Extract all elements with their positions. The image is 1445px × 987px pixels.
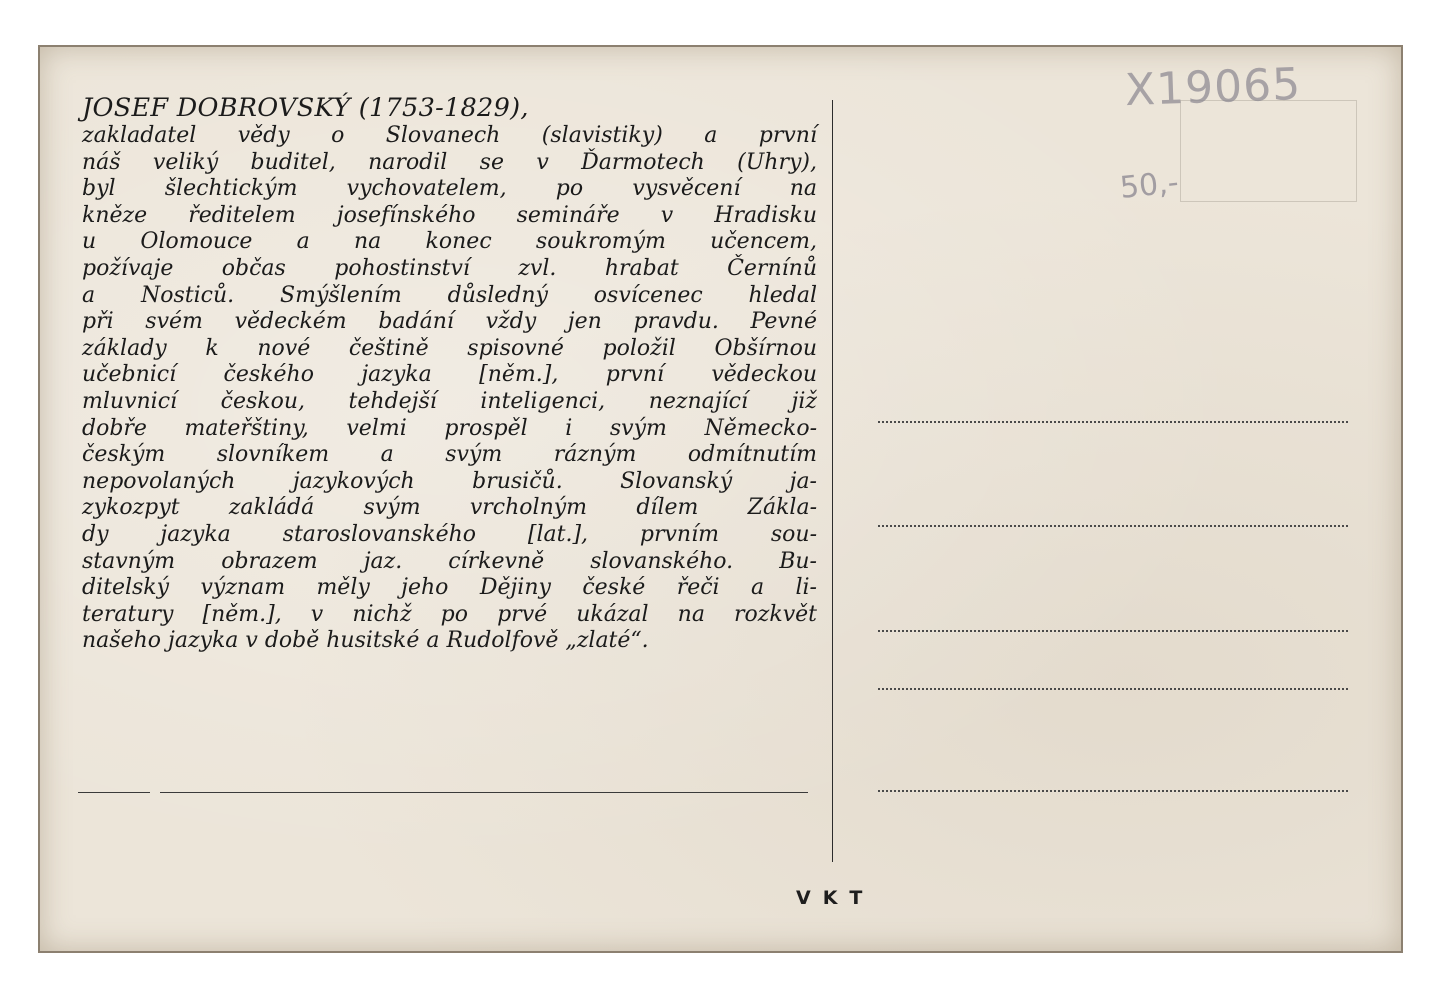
body-text-line: zakladatel vědy o Slovanech (slavistiky) a první bbox=[82, 123, 817, 148]
body-text-line: dy jazyka staroslovanského [lat.], prvním sou- bbox=[82, 521, 817, 547]
body-text-line: zykozpyt zakládá svým vrcholným dílem Zákla- bbox=[82, 495, 817, 521]
postcard-title: JOSEF DOBROVSKÝ (1753-1829), bbox=[82, 93, 529, 123]
bottom-rule-left bbox=[78, 792, 150, 793]
body-text-line: požívaje občas pohostinství zvl. hrabat Černínů bbox=[82, 255, 817, 281]
body-text-line: stavným obrazem jaz. církevně slovanského. Bu- bbox=[82, 548, 817, 574]
stamp-area bbox=[1180, 100, 1357, 202]
body-text-line: a Nosticů. Smýšlením důsledný osvícenec hledal bbox=[82, 282, 817, 308]
body-text-line: ditelský význam měly jeho Dějiny české řeči a li- bbox=[82, 575, 817, 601]
pencil-inventory-number: X19065 bbox=[1124, 58, 1302, 117]
body-text-line: základy k nové češtině spisovné položil Obšírnou bbox=[82, 335, 817, 361]
body-text-line: učebnicí českého jazyka [něm.], první vědeckou bbox=[82, 362, 817, 388]
address-line-3 bbox=[878, 630, 1348, 632]
body-text-line: byl šlechtickým vychovatelem, po vysvěcení na bbox=[82, 176, 817, 202]
body-text-line: náš veliký buditel, narodil se v Ďarmotech (Uhry), bbox=[82, 149, 817, 175]
body-text-line: nepovolaných jazykových brusičů. Slovanský ja- bbox=[82, 468, 817, 494]
body-text-line: mluvnicí českou, tehdejší inteligenci, neznající již bbox=[82, 388, 817, 414]
body-text bbox=[82, 123, 817, 628]
address-line-4 bbox=[878, 688, 1348, 690]
pencil-price-note: 50,- bbox=[1118, 165, 1181, 206]
body-text-line: kněze ředitelem josefínského semináře v Hradisku bbox=[82, 202, 817, 228]
message-text-block bbox=[82, 93, 817, 655]
address-line-2 bbox=[878, 525, 1348, 527]
address-line-1 bbox=[878, 421, 1348, 423]
body-text-line: českým slovníkem a svým rázným odmítnutím bbox=[82, 442, 817, 468]
body-text-line: teratury [něm.], v nichž po prvé ukázal na rozkvět bbox=[82, 601, 817, 627]
body-text-line: při svém vědeckém badání vždy jen pravdu. Pevné bbox=[82, 309, 817, 335]
body-text-last-line: našeho jazyka v době husitské a Rudolfově „zlaté“. bbox=[82, 628, 649, 654]
bottom-rule-right bbox=[160, 792, 808, 793]
center-divider bbox=[832, 100, 833, 862]
publisher-mark: VKT bbox=[796, 887, 875, 909]
address-line-5 bbox=[878, 790, 1348, 792]
body-text-line: u Olomouce a na konec soukromým učencem, bbox=[82, 229, 817, 255]
body-text-line: dobře mateřštiny, velmi prospěl i svým Německo- bbox=[82, 415, 817, 441]
